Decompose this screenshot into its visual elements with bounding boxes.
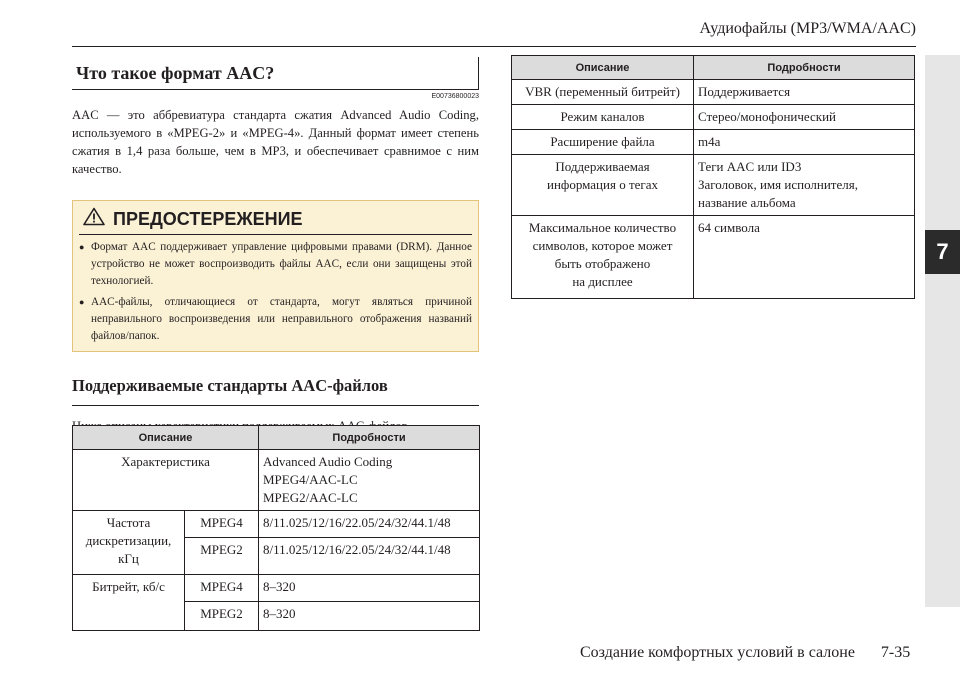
page-footer [580,644,910,662]
row-value: Поддерживается [694,80,915,105]
row-value: m4a [694,130,915,155]
row-label [512,216,694,299]
caution-item-text: Формат AAC поддерживает управление цифровыми правами (DRM). Данное устройство не может воспроизводить файлы AAC, если они защищены этой технологией. [91,241,472,287]
header-rule [72,46,916,47]
table-header-description: Описание [73,426,259,450]
bullet-icon: ● [79,297,85,307]
row-value [259,450,480,511]
table-header-details: Подробности [259,426,480,450]
section-title-standards: Поддерживаемые стандарты AAC-файлов [72,376,479,406]
value-line: Advanced Audio Coding [263,454,393,469]
label-line: дискретизации, [85,533,172,548]
caution-box [72,200,479,352]
standard-cell: MPEG2 [185,602,259,631]
aac-properties-table [511,55,915,299]
value-line: MPEG4/AAC-LC [263,472,358,487]
table-header-details: Подробности [694,56,915,80]
label-line: Максимальное количество [528,220,677,235]
aac-standards-table [72,425,480,631]
label-line: на дисплее [572,274,633,289]
table-row [512,155,915,216]
running-header: Аудиофайлы (MP3/WMA/AAC) [699,20,916,37]
standard-cell: MPEG4 [185,511,259,538]
caution-title: ПРЕДОСТЕРЕЖЕНИЕ [113,208,303,229]
table-row [512,80,915,105]
page-number: 7-35 [880,644,911,661]
standard-cell: MPEG2 [185,538,259,575]
label-line: кГц [118,551,139,566]
value-cell: 8/11.025/12/16/22.05/24/32/44.1/48 [259,538,480,575]
value-cell: 8–320 [259,602,480,631]
row-value [694,155,915,216]
value-line: MPEG2/AAC-LC [263,490,358,505]
table-row [73,575,480,602]
warning-triangle-icon [83,207,105,231]
aac-description: AAC — это аббревиатура стандарта сжатия Advanced Audio Coding, используемого в «MPEG-2» и «MPEG-4». Данный формат имеет степень сжатия в 1,4 раза больше, чем в MP3, и обеспечивает сравнимое с ним качество. [72,108,479,176]
row-label: Характеристика [73,450,259,511]
value-line: Теги AAC или ID3 [698,159,802,174]
row-label [512,155,694,216]
value-line: Заголовок, имя исполнителя, [698,177,858,192]
bullet-icon: ● [79,242,85,252]
table-row [73,450,480,511]
row-label: VBR (переменный битрейт) [512,80,694,105]
table-row [512,216,915,299]
row-label: Режим каналов [512,105,694,130]
table-row [512,130,915,155]
table-row [73,511,480,538]
caution-header [79,205,472,235]
chapter-number: 7 [925,230,960,274]
doc-code: E00736800023 [431,93,479,100]
value-cell: 8–320 [259,575,480,602]
table-row [512,105,915,130]
row-label [73,511,185,575]
caution-item [79,294,472,345]
value-line: название альбома [698,195,796,210]
row-label: Битрейт, кб/с [73,575,185,631]
chapter-tab [925,55,960,607]
caution-item [79,239,472,290]
row-value: Стерео/монофонический [694,105,915,130]
row-value: 64 символа [694,216,915,299]
footer-section: Создание комфортных условий в салоне [580,644,855,661]
caution-item-text: AAC-файлы, отличающиеся от стандарта, могут являться причиной неправильного воспроизведения или неправильного отображения названий файлов/папок. [91,296,472,342]
label-line: Поддерживаемая [555,159,650,174]
label-line: быть отображено [554,256,651,271]
row-label: Расширение файла [512,130,694,155]
standard-cell: MPEG4 [185,575,259,602]
value-cell: 8/11.025/12/16/22.05/24/32/44.1/48 [259,511,480,538]
label-line: символов, которое может [532,238,673,253]
label-line: информация о тегах [547,177,658,192]
left-column [72,55,479,434]
table-header-description: Описание [512,56,694,80]
label-line: Частота [106,515,151,530]
section-title-aac: Что такое формат AAC? [72,57,479,90]
